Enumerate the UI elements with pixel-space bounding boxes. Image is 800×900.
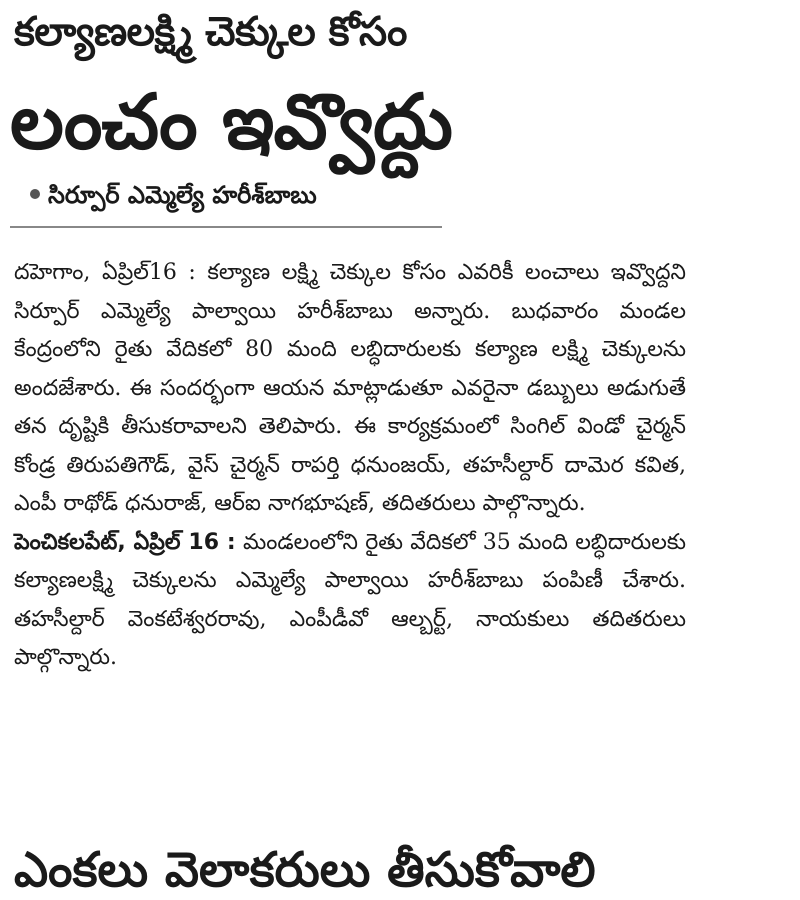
article-body bbox=[14, 254, 686, 678]
article-kicker: కల్యాణలక్ష్మి చెక్కుల కోసం bbox=[14, 9, 407, 55]
dateline-penchikalpet: పెంచికలపేట్, ఏప్రిల్ 16 : bbox=[14, 529, 236, 555]
article-byline bbox=[30, 178, 317, 212]
article-headline: లంచం ఇవ్వొద్దు bbox=[10, 77, 452, 166]
paragraph-dahegam: దహెగాం, ఏప్రిల్16 : కల్యాణ లక్ష్మి చెక్కుల కోసం ఎవరికీ లంచాలు ఇవ్వొద్దని సిర్పూర్ ఎమ్మెల్యే పాల్వాయి హరీశ్‌బాబు అన్నారు. బుధవారం మండల కేంద్రంలోని రైతు వేదికలో 80 మంది లబ్ధిదారులకు కల్యాణ లక్ష్మి చెక్కులను అందజేశారు. ఈ సందర్భంగా ఆయన మాట్లాడుతూ ఎవరైనా డబ్బులు అడుగుతే తన దృష్టికి తీసుకరావాలని తెలిపారు. ఈ కార్యక్రమంలో సింగిల్ విండో చైర్మన్ కోండ్ర తిరుపతిగౌడ్, వైస్ చైర్మన్ రాపర్తి ధనుంజయ్, తహసీల్దార్ దామెర కవిత, ఎంపీ రాథోడ్ ధనురాజ్, ఆర్ఐ నాగభూషణ్, తదితరులు పాల్గొన్నారు. bbox=[14, 260, 686, 516]
paragraph-penchikalpet-text: మండలంలోని రైతు వేదికలో 35 మంది లబ్ధిదారులకు కల్యాణలక్ష్మి చెక్కులను ఎమ్మెల్యే పాల్వాయి హరీశ్‌బాబు పంపిణీ చేశారు. తహసీల్దార్ వెంకటేశ్వరరావు, ఎంపీడీవో ఆల్బర్ట్, నాయకులు తదితరులు పాల్గొన్నారు. bbox=[14, 529, 686, 670]
byline-divider bbox=[10, 226, 442, 228]
paragraph-penchikalpet bbox=[14, 524, 686, 678]
byline-text: సిర్పూర్ ఎమ్మెల్యే హరీశ్‌బాబు bbox=[48, 181, 317, 209]
next-article-headline: ఎంకలు వెలాకరులు తీసుకోవాలి bbox=[14, 842, 596, 898]
bullet-icon bbox=[30, 189, 40, 199]
